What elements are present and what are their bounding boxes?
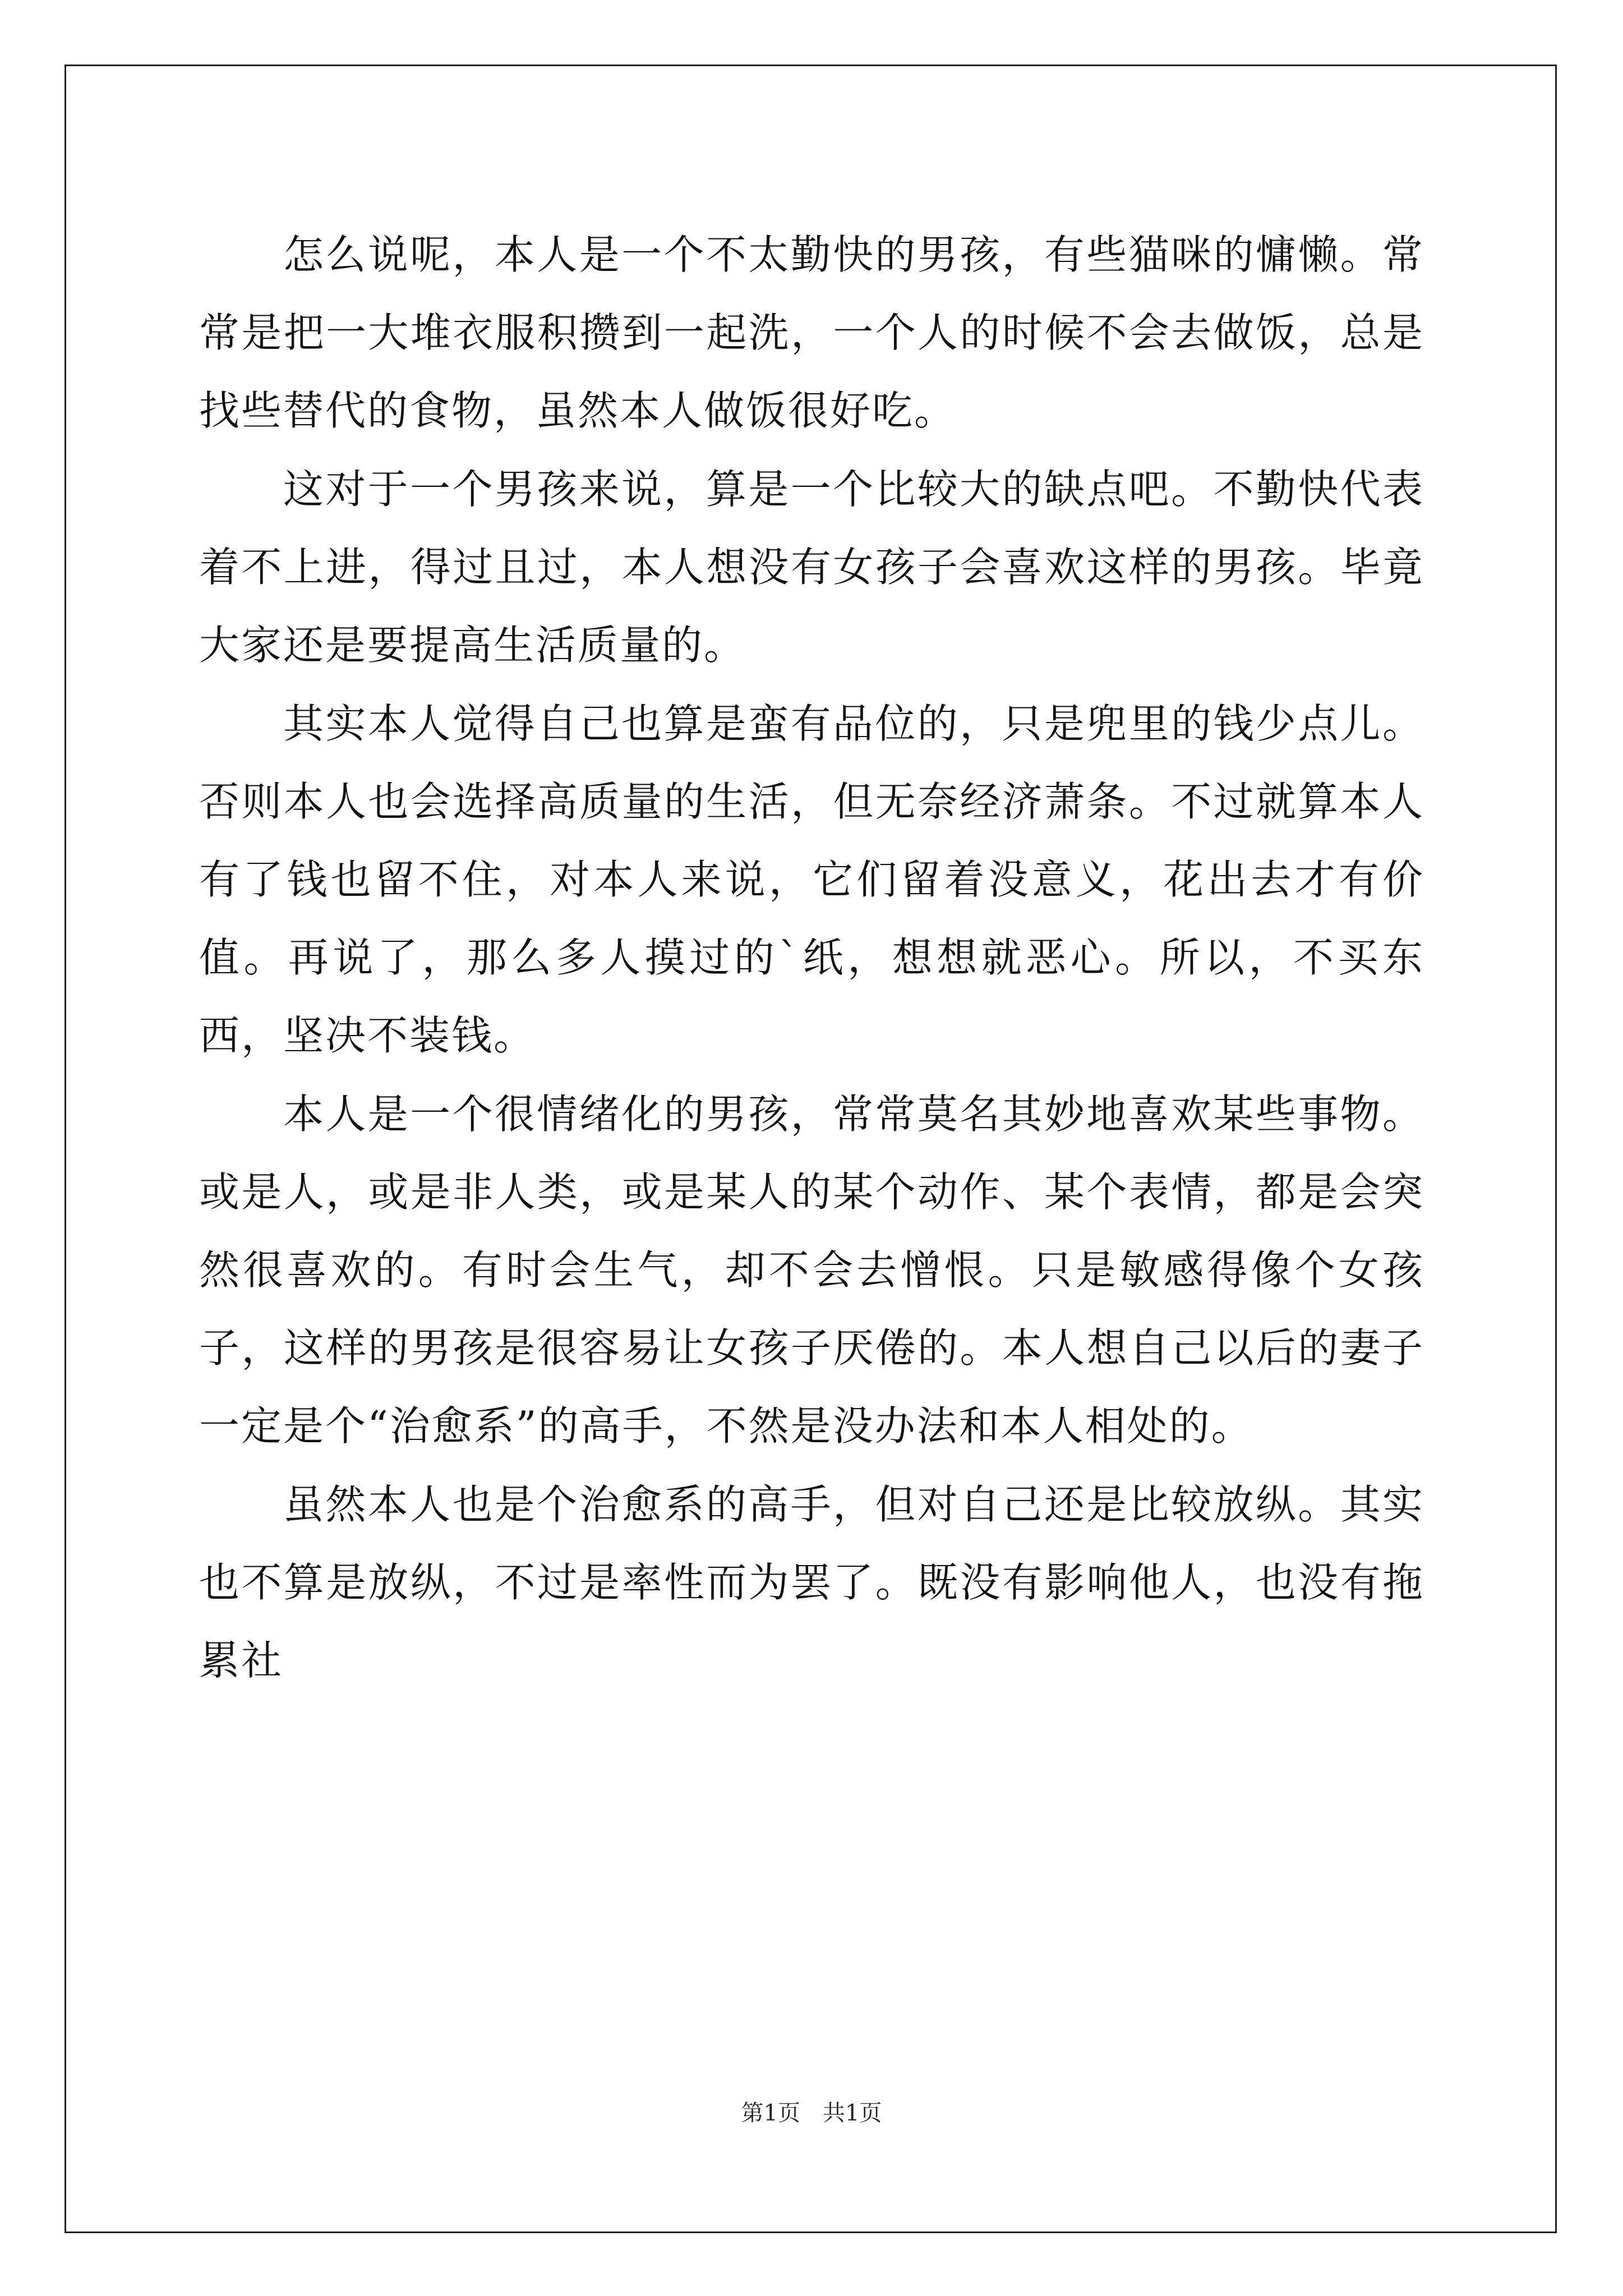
page-footer: 第1页 共1页 (741, 2100, 882, 2126)
paragraph-4: 本人是一个很情绪化的男孩，常常莫名其妙地喜欢某些事物。或是人，或是非人类，或是某人的某个动作、某个表情，都是会突然很喜欢的。有时会生气，却不会去憎恨。只是敏感得像个女孩子，这样的男孩是很容易让女孩子厌倦的。本人想自己以后的妻子一定是个“治愈系”的高手，不然是没办法和本人相处的。 (199, 1091, 1424, 1450)
paragraph-5: 虽然本人也是个治愈系的高手，但对自己还是比较放纵。其实也不算是放纵，不过是率性而为罢了。既没有影响他人，也没有拖累社 (199, 1481, 1424, 1684)
paragraph-2: 这对于一个男孩来说，算是一个比较大的缺点吧。不勤快代表着不上进，得过且过，本人想没有女孩子会喜欢这样的男孩。毕竟大家还是要提高生活质量的。 (199, 466, 1424, 669)
paragraph-1: 怎么说呢，本人是一个不太勤快的男孩，有些猫咪的慵懒。常常是把一大堆衣服积攒到一起洗，一个人的时候不会去做饭，总是找些替代的食物，虽然本人做饭很好吃。 (199, 231, 1424, 434)
paragraph-3: 其实本人觉得自己也算是蛮有品位的，只是兜里的钱少点儿。否则本人也会选择高质量的生活，但无奈经济萧条。不过就算本人有了钱也留不住，对本人来说，它们留着没意义，花出去才有价值。再说了，那么多人摸过的`纸，想想就恶心。所以，不买东西，坚决不装钱。 (199, 700, 1424, 1059)
document-body (199, 216, 1424, 1700)
